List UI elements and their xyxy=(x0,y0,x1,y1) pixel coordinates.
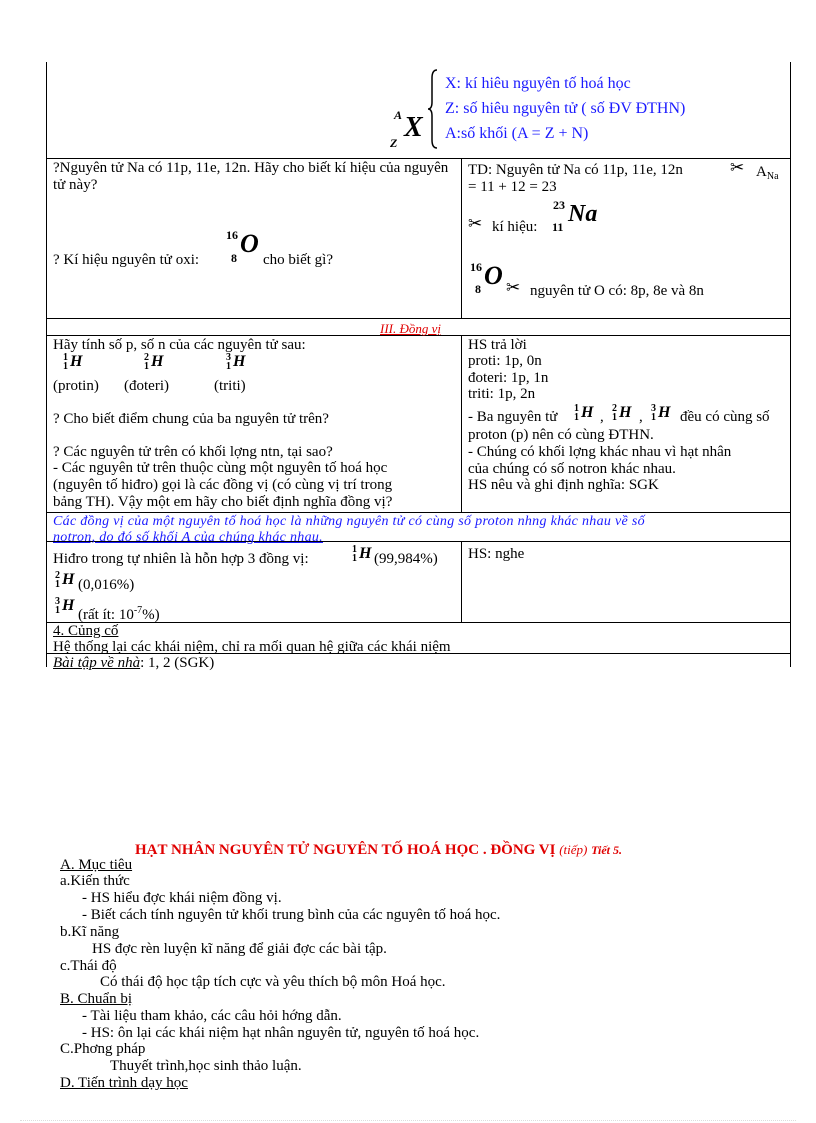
consolidation-text: Hệ thống lại các khái niệm, chỉ ra mối quan hệ giữa các khái niệm xyxy=(53,639,451,655)
ans-h1: 1 1 H xyxy=(574,403,594,423)
mass-number-label: A xyxy=(394,108,403,122)
section-d-heading: D. Tiến trình dạy học xyxy=(60,1075,188,1091)
c-attitude-1: Có thái độ học tập tích cực và yêu thích bộ môn Hoá học. xyxy=(100,974,446,990)
isotope-h1: 1 1 H xyxy=(63,352,83,372)
a-knowledge: a.Kiến thức xyxy=(60,873,130,889)
hydrogen-h1: 1 1 H xyxy=(352,544,372,564)
ans-proti: proti: 1p, 0n xyxy=(468,353,542,369)
hydrogen-intro: Hiđro trong tự nhiên là hỗn hợp 3 đồng vị: xyxy=(53,551,309,567)
hydrogen-p1: (99,984%) xyxy=(374,551,438,567)
ans-h3: 3 1 H xyxy=(651,403,671,423)
hydrogen-h3: 3 1 H xyxy=(55,596,75,616)
oxygen-symbol-right: 16 8 O xyxy=(470,260,503,296)
element-symbol: X xyxy=(404,112,423,143)
brace-icon xyxy=(426,68,440,150)
table-left-border xyxy=(46,62,47,667)
q-common: ? Cho biết điểm chung của ba nguyên tử trên? xyxy=(53,411,329,427)
ans-common-post-2: proton (p) nên có cùng ĐTHN. xyxy=(468,427,654,443)
section-iii-heading: III. Đồng vị xyxy=(380,321,442,336)
na-symbol: 23 11 Na xyxy=(552,198,598,234)
prep-2: - HS: ôn lại các khái niệm hạt nhân nguyên tử, nguyên tố hoá học. xyxy=(82,1025,480,1041)
a-knowledge-2: - Biết cách tính nguyên tử khối trung bình của các nguyên tố hoá học. xyxy=(82,907,501,923)
ans-doteri: đoteri: 1p, 1n xyxy=(468,370,549,386)
consolidation-heading: 4. Củng cố xyxy=(53,623,119,639)
hydrogen-hs: HS: nghe xyxy=(468,546,525,562)
name-doteri: (đoteri) xyxy=(124,378,169,394)
hs-reply: HS trả lời xyxy=(468,337,527,353)
page-bottom-dotted-line xyxy=(20,1120,796,1121)
isotope-h2: 2 1 H xyxy=(144,352,164,372)
lesson-title: HẠT NHÂN NGUYÊN TỬ NGUYÊN TỐ HOÁ HỌC . ĐỒNG VỊ (tiếp) Tiết 5. xyxy=(135,842,623,858)
definition-x: X: kí hiêu nguyên tố hoá học xyxy=(445,75,631,92)
c-attitude: c.Thái độ xyxy=(60,958,117,974)
section-a-heading: A. Mục tiêu xyxy=(60,857,133,873)
q-mass-1: ? Các nguyên tử trên có khối lợng ntn, tại sao? xyxy=(53,444,333,460)
na-answer-eq: = 11 + 12 = 23 xyxy=(468,179,557,195)
table-column-divider xyxy=(461,541,462,622)
ans-h2: 2 1 H xyxy=(612,403,632,423)
na-answer-a: $A_{Na}$ xyxy=(756,164,779,182)
name-triti: (triti) xyxy=(214,378,246,394)
scissors-icon: ✂ xyxy=(468,214,483,233)
isotope-h3: 3 1 H xyxy=(226,352,246,372)
name-protin: (protin) xyxy=(53,378,99,394)
oxygen-question-pre: ? Kí hiệu nguyên tử oxi: xyxy=(53,252,200,268)
na-question: ?Nguyên tử Na có 11p, 11e, 12n. Hãy cho biết kí hiệu của nguyên tử này? xyxy=(53,160,449,193)
ans-common-pre: - Ba nguyên tử xyxy=(468,409,558,425)
na-answer-td: TD: Nguyên tử Na có 11p, 11e, 12n xyxy=(468,162,683,178)
hydrogen-p2: (0,016%) xyxy=(78,577,135,593)
definition-a: A:số khối (A = Z + N) xyxy=(445,125,589,142)
section-c-heading: C.Phơng pháp xyxy=(60,1041,146,1057)
isotope-definition-2: notron, do đó số khối A của chúng khác nhau. xyxy=(53,530,323,545)
section-b-heading: B. Chuẩn bị xyxy=(60,991,133,1007)
q-mass-2: - Các nguyên tử trên thuộc cùng một nguyên tố hoá học xyxy=(53,460,388,476)
oxygen-symbol-left: 16 8 O xyxy=(226,228,259,265)
prep-1: - Tài liệu tham khảo, các câu hỏi hớng dẫn. xyxy=(82,1008,342,1024)
isotope-question: Hãy tính số p, số n của các nguyên tử sau: xyxy=(53,337,306,353)
ans-triti: triti: 1p, 2n xyxy=(468,386,536,402)
q-mass-3: (nguyên tố hiđro) gọi là các đồng vị (có cùng vị trí trong xyxy=(53,477,393,493)
isotope-definition-1: Các đồng vị của một nguyên tố hoá học là những nguyên tử có cùng số proton nhng khác nhau về số xyxy=(53,514,645,529)
hydrogen-p3: (rất ít: $10^{-7}\%$) xyxy=(78,605,160,623)
method-1: Thuyết trình,học sinh thảo luận. xyxy=(110,1058,302,1074)
oxygen-question-post: cho biết gì? xyxy=(263,252,333,268)
table-row-line xyxy=(46,318,791,319)
b-skills-1: HS đợc rèn luyện kĩ năng để giải đợc các bài tập. xyxy=(92,941,387,957)
homework: Bài tập về nhà: 1, 2 (SGK) xyxy=(53,655,215,671)
ans-mass-2: của chúng có số notron khác nhau. xyxy=(468,461,676,477)
atomic-number-label: Z xyxy=(390,136,398,150)
definition-z: Z: số hiêu nguyên tử ( số ĐV ĐTHN) xyxy=(445,100,686,117)
table-column-divider xyxy=(461,158,462,318)
table-right-border xyxy=(790,62,791,667)
o-answer: nguyên tử O có: 8p, 8e và 8n xyxy=(530,283,704,299)
table-column-divider xyxy=(461,335,462,512)
ans-def: HS nêu và ghi định nghĩa: SGK xyxy=(468,477,659,493)
table-row-line xyxy=(46,158,791,159)
a-knowledge-1: - HS hiểu đợc khái niệm đồng vị. xyxy=(82,890,282,906)
na-symbol-label: kí hiệu: xyxy=(492,219,538,235)
ans-common-post-1: đều có cùng số xyxy=(680,409,770,425)
nuclide-notation xyxy=(390,108,430,153)
scissors-icon: ✂ xyxy=(730,158,745,177)
scissors-icon: ✂ xyxy=(506,278,521,297)
hydrogen-h2: 2 1 H xyxy=(55,570,75,590)
ans-mass-1: - Chúng có khối lợng khác nhau vì hạt nhân xyxy=(468,444,732,460)
q-mass-4: bảng TH). Vậy một em hãy cho biết định nghĩa đồng vị? xyxy=(53,494,393,510)
b-skills: b.Kĩ năng xyxy=(60,924,120,940)
